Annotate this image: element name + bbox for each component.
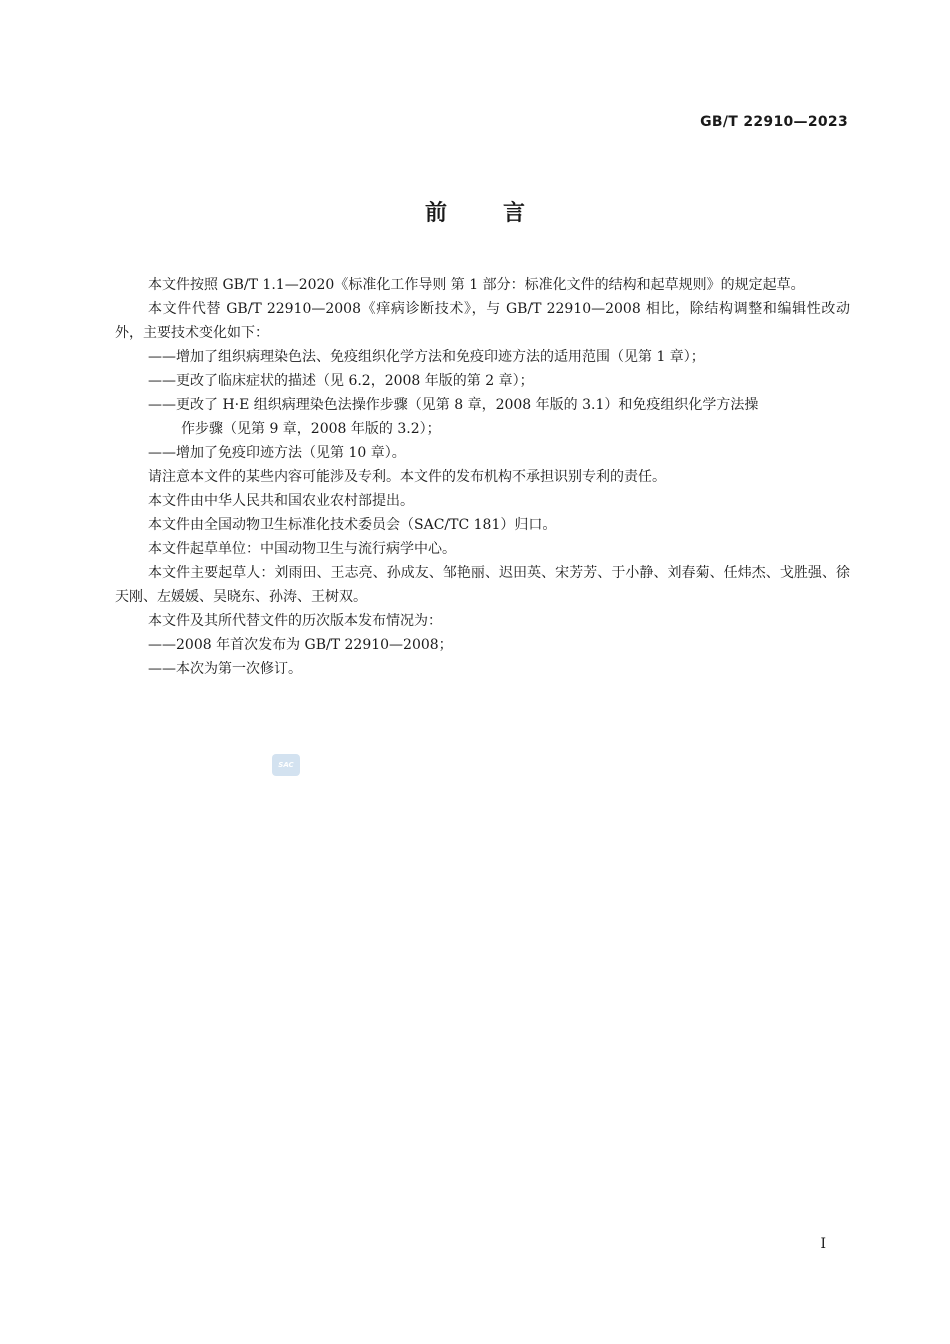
paragraph-drafting-rules: 本文件按照 GB/T 1.1—2020《标准化工作导则 第 1 部分：标准化文件的结构和起草规则》的规定起草。 [148, 277, 805, 293]
dash: —— [148, 661, 176, 677]
change-text: 更改了 H·E 组织病理染色法操作步骤（见第 8 章，2008 年版的 3.1）和免疫组织化学方法操 [176, 397, 759, 413]
dash: —— [148, 397, 176, 413]
paragraph-committee: 本文件由全国动物卫生标准化技术委员会（SAC/TC 181）归口。 [148, 517, 557, 533]
history-text: 2008 年首次发布为 GB/T 22910—2008； [176, 637, 453, 653]
change-item [115, 441, 850, 465]
dash: —— [148, 373, 176, 389]
change-text: 更改了临床症状的描述（见 6.2，2008 年版的第 2 章）； [176, 373, 534, 389]
history-item [115, 657, 850, 681]
page-number: I [820, 1236, 826, 1252]
paragraph-history-intro: 本文件及其所代替文件的历次版本发布情况为： [148, 613, 442, 629]
dash: —— [148, 445, 176, 461]
change-text: 增加了组织病理染色法、免疫组织化学方法和免疫印迹方法的适用范围（见第 1 章）； [176, 349, 705, 365]
standard-number: GB/T 22910—2023 [700, 114, 848, 130]
history-text: 本次为第一次修订。 [176, 661, 302, 677]
change-item [115, 369, 850, 393]
change-item [115, 345, 850, 369]
paragraph-drafting-unit: 本文件起草单位：中国动物卫生与流行病学中心。 [148, 541, 456, 557]
change-text: 增加了免疫印迹方法（见第 10 章）。 [176, 445, 406, 461]
page-title: 前言 [424, 201, 581, 226]
paragraph-replacement: 本文件代替 GB/T 22910—2008《痒病诊断技术》，与 GB/T 22910—2008 相比，除结构调整和编辑性改动外，主要技术变化如下： [115, 301, 850, 341]
paragraph-patent-notice: 请注意本文件的某些内容可能涉及专利。本文件的发布机构不承担识别专利的责任。 [148, 469, 666, 485]
sac-logo-icon: SAC [272, 754, 300, 776]
foreword-content [115, 273, 850, 681]
paragraph-proposer: 本文件由中华人民共和国农业农村部提出。 [148, 493, 414, 509]
change-item [115, 393, 850, 441]
dash: —— [148, 349, 176, 365]
change-text-continued: 作步骤（见第 9 章，2008 年版的 3.2）； [181, 421, 441, 437]
paragraph-drafters: 本文件主要起草人：刘雨田、王志亮、孙成友、邹艳丽、迟田英、宋芳芳、于小静、刘春菊、任炜杰、戈胜强、徐天刚、左媛媛、吴晓东、孙涛、王树双。 [115, 565, 850, 605]
history-item [115, 633, 850, 657]
dash: —— [148, 637, 176, 653]
